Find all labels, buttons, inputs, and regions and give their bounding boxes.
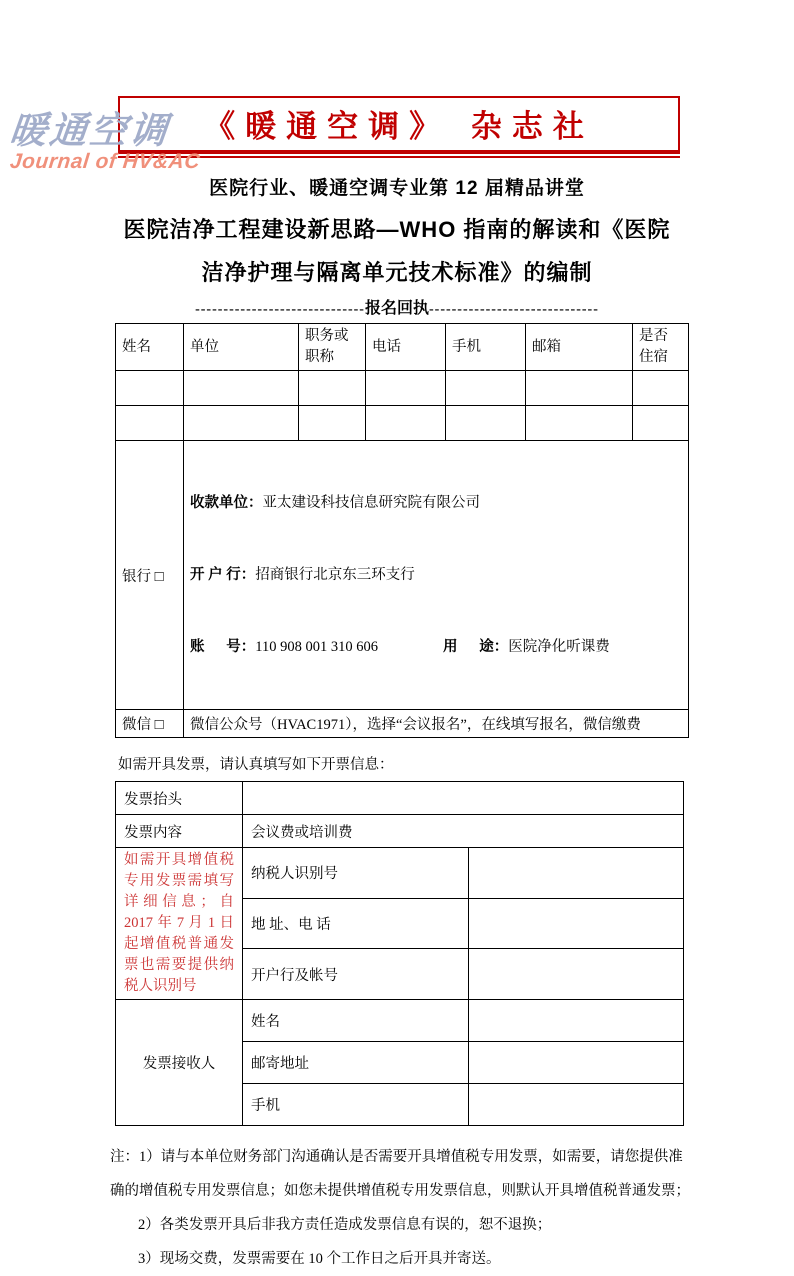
receiver-name-row [116,1000,684,1042]
registration-header-row [116,324,689,371]
header-organization: 单位 [184,324,299,371]
registration-entry-row [116,371,689,406]
divider-dashes-left: ------------------------------ [195,302,365,317]
taxpayer-id-row [116,848,684,899]
event-series-title: 医院行业、暖通空调专业第 12 届精品讲堂 [209,178,585,199]
registration-receipt-divider [0,295,794,318]
journal-logo-english: Journal of HV&AC [8,150,202,173]
bank-branch-value: 招商银行北京东三环支行 [255,567,415,584]
email-fill-cell [526,406,633,441]
organization-fill-cell [184,371,299,406]
bank-recipient-label: 收款单位： [190,495,263,512]
registration-table [115,323,689,738]
bank-account-label: 账 号： [190,639,256,656]
bank-recipient-line [190,491,682,515]
organization-fill-cell [184,406,299,441]
receiver-address-label: 邮寄地址 [243,1042,469,1084]
position-fill-cell [299,371,366,406]
wechat-instructions: 微信公众号（HVAC1971），选择“会议报名”，在线填写报名，微信缴费 [184,710,689,738]
footnote-2: 2）各类发票开具后非我方责任造成发票信息有误的，恕不退换； [138,1217,552,1234]
wechat-checkbox[interactable]: □ [154,717,164,734]
invoice-title-label: 发票抬头 [116,782,243,815]
address-phone-fill-cell [469,898,684,949]
event-topic-title-line2: 洁净护理与隔离单元技术标准》的编制 [201,260,593,285]
bank-payment-row [116,441,689,710]
event-topic-title-line1: 医院洁净工程建设新思路—WHO 指南的解读和《医院 [123,217,671,242]
header-mobile: 手机 [446,324,526,371]
name-fill-cell [116,406,184,441]
position-fill-cell [299,406,366,441]
accommodation-fill-cell [633,371,689,406]
wechat-option-label: 微信 [122,717,151,734]
bank-recipient-value: 亚太建设科技信息研究院有限公司 [262,495,480,512]
mobile-fill-cell [446,406,526,441]
invoice-content-row [116,815,684,848]
bank-option-label: 银行 [122,568,151,585]
footnote-1: 注：1）请与本单位财务部门沟通确认是否需要开具增值税专用发票，如需要，请您提供准确的增值税专用发票信息；如您未提供增值税专用发票信息，则默认开具增值税普通发票； [110,1149,690,1200]
wechat-payment-row [116,710,689,738]
mobile-fill-cell [446,371,526,406]
bank-account-line [190,635,682,659]
wechat-option-cell [116,710,184,738]
bank-details-cell [184,441,689,710]
journal-logo-chinese: 暖通空调 [7,110,172,151]
bank-account-value: 110 908 001 310 606 [255,639,378,656]
name-fill-cell [116,371,184,406]
receiver-address-fill-cell [469,1042,684,1084]
invoice-content-value: 会议费或培训费 [243,815,684,848]
bank-checkbox[interactable]: □ [154,568,164,585]
invoice-title-fill-cell [243,782,684,815]
bank-account-info-label: 开户行及帐号 [243,949,469,1000]
publisher-name: 《暖通空调》 杂志社 [204,109,594,145]
phone-fill-cell [366,406,446,441]
journal-logo [7,100,202,174]
banner-rule-thin [118,156,680,158]
email-fill-cell [526,371,633,406]
document-page [0,96,794,1268]
address-phone-label: 地 址、电 话 [243,898,469,949]
receiver-mobile-label: 手机 [243,1084,469,1126]
receiver-name-label: 姓名 [243,1000,469,1042]
invoice-intro-text: 如需开具发票，请认真填写如下开票信息： [118,757,394,774]
header-phone: 电话 [366,324,446,371]
header-email: 邮箱 [526,324,633,371]
publisher-banner [118,96,680,158]
receiver-mobile-fill-cell [469,1084,684,1126]
bank-branch-label: 开 户 行： [190,567,256,584]
receipt-divider-label: 报名回执 [364,300,429,317]
invoice-table [115,781,684,1126]
payment-purpose-value: 医院净化听课费 [508,639,610,656]
invoice-title-row [116,782,684,815]
header-accommodation: 是否住宿 [633,324,689,371]
bank-option-cell [116,441,184,710]
footnote-3: 3）现场交费，发票需要在 10 个工作日之后开具并寄送。 [138,1251,501,1268]
taxpayer-id-fill-cell [469,848,684,899]
registration-entry-row [116,406,689,441]
receiver-name-fill-cell [469,1000,684,1042]
accommodation-fill-cell [633,406,689,441]
footnotes [110,1140,692,1276]
vat-notice: 如需开具增值税专用发票需填写详细信息；自 2017 年 7 月 1 日起增值税普通发票也需要提供纳税人识别号 [116,848,243,1000]
bank-branch-line [190,563,682,587]
header-name: 姓名 [116,324,184,371]
invoice-content-label: 发票内容 [116,815,243,848]
payment-purpose [443,639,610,655]
phone-fill-cell [366,371,446,406]
divider-dashes-right: ------------------------------ [429,302,599,317]
bank-account-info-fill-cell [469,949,684,1000]
taxpayer-id-label: 纳税人识别号 [243,848,469,899]
payment-purpose-label: 用 途： [442,639,509,656]
invoice-receiver-label: 发票接收人 [116,1000,243,1126]
header-position: 职务或职称 [299,324,366,371]
